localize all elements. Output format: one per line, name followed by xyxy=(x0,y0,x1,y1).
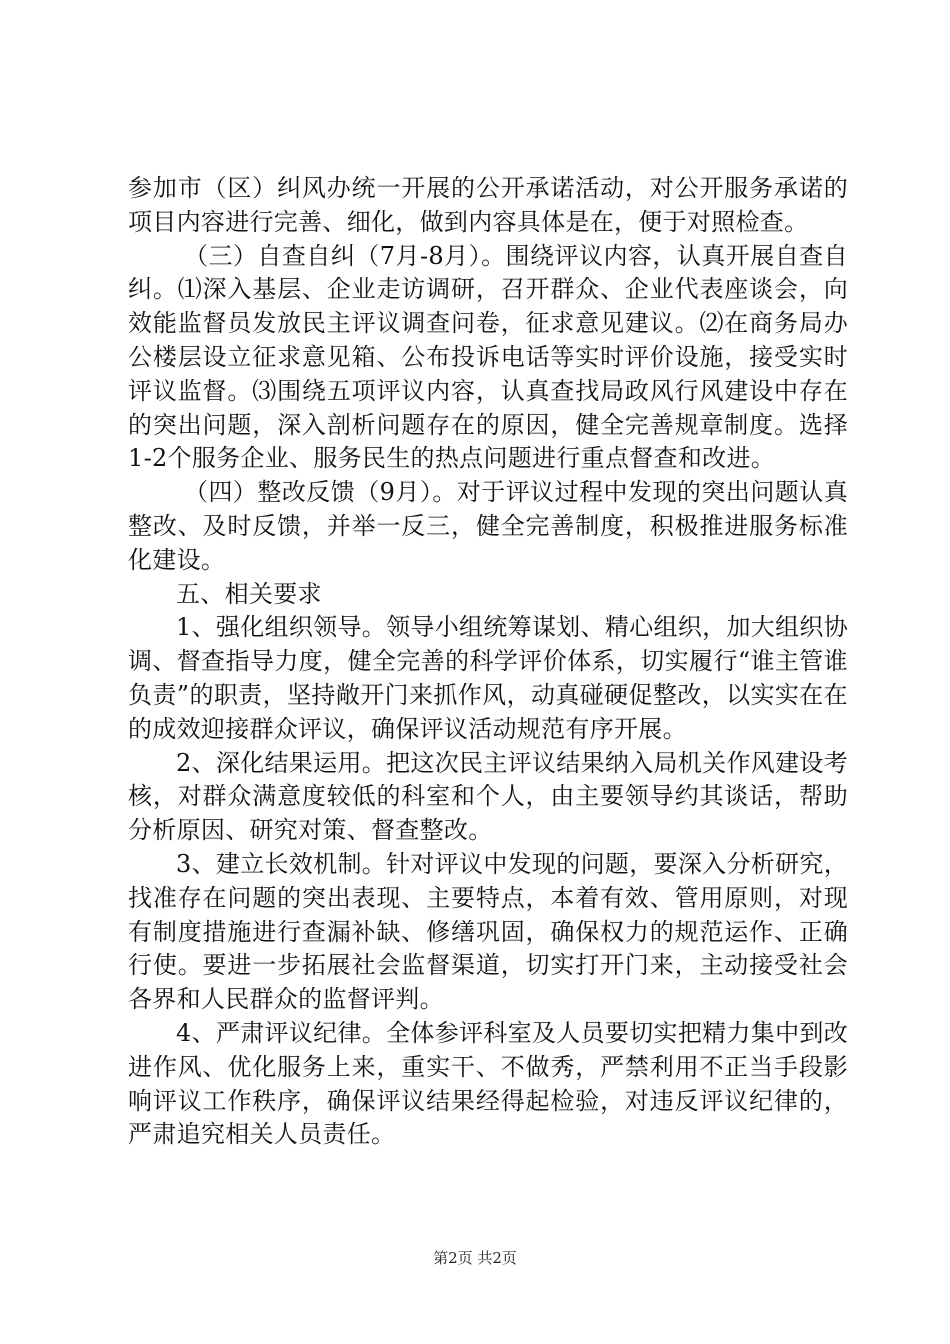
paragraph-rectification-feedback: （四）整改反馈（9月）。对于评议过程中发现的突出问题认真整改、及时反馈，并举一反三，健全完善制度，积极推进服务标准化建设。 xyxy=(128,478,848,574)
paragraph-continuation: 参加市（区）纠风办统一开展的公开承诺活动，对公开服务承诺的项目内容进行完善、细化，做到内容具体是在，便于对照检查。 xyxy=(128,174,848,236)
page-footer xyxy=(0,1248,950,1268)
page-number: 第2页 共2页 xyxy=(433,1249,517,1267)
document-body xyxy=(128,172,848,1152)
paragraph-requirement-4: 4、严肃评议纪律。全体参评科室及人员要切实把精力集中到改进作风、优化服务上来，重实干、不做秀，严禁利用不正当手段影响评议工作秩序，确保评议结果经得起检验，对违反评议纪律的，严肃追究相关人员责任。 xyxy=(128,1018,848,1149)
paragraph-requirement-3: 3、建立长效机制。针对评议中发现的问题，要深入分析研究，找准存在问题的突出表现、主要特点，本着有效、管用原则，对现有制度措施进行查漏补缺、修缮巩固，确保权力的规范运作、正确行使。要进一步拓展社会监督渠道，切实打开门来，主动接受社会各界和人民群众的监督评判。 xyxy=(128,849,848,1014)
paragraph-requirement-2: 2、深化结果运用。把这次民主评议结果纳入局机关作风建设考核，对群众满意度较低的科室和个人，由主要领导约其谈话，帮助分析原因、研究对策、督查整改。 xyxy=(128,748,848,845)
paragraph-requirement-1: 1、强化组织领导。领导小组统筹谋划、精心组织，加大组织协调、督查指导力度，健全完善的科学评价体系，切实履行“谁主管谁负责”的职责，坚持敞开门来抓作风，动真碰硬促整改，以实实在在的成效迎接群众评议，确保评议活动规范有序开展。 xyxy=(128,613,848,743)
section-heading-requirements: 五、相关要求 xyxy=(176,579,322,608)
paragraph-self-inspection: （三）自查自纠（7月-8月）。围绕评议内容，认真开展自查自纠。⑴深入基层、企业走访调研，召开群众、企业代表座谈会，向效能监督员发放民主评议调查问卷，征求意见建议。⑵在商务局办公楼层设立征求意见箱、公布投诉电话等实时评价设施，接受实时评议监督。⑶围绕五项评议内容，认真查找局政风行风建设中存在的突出问题，深入剖析问题存在的原因，健全完善规章制度。选择1-2个服务企业、服务民生的热点问题进行重点督查和改进。 xyxy=(128,241,848,473)
